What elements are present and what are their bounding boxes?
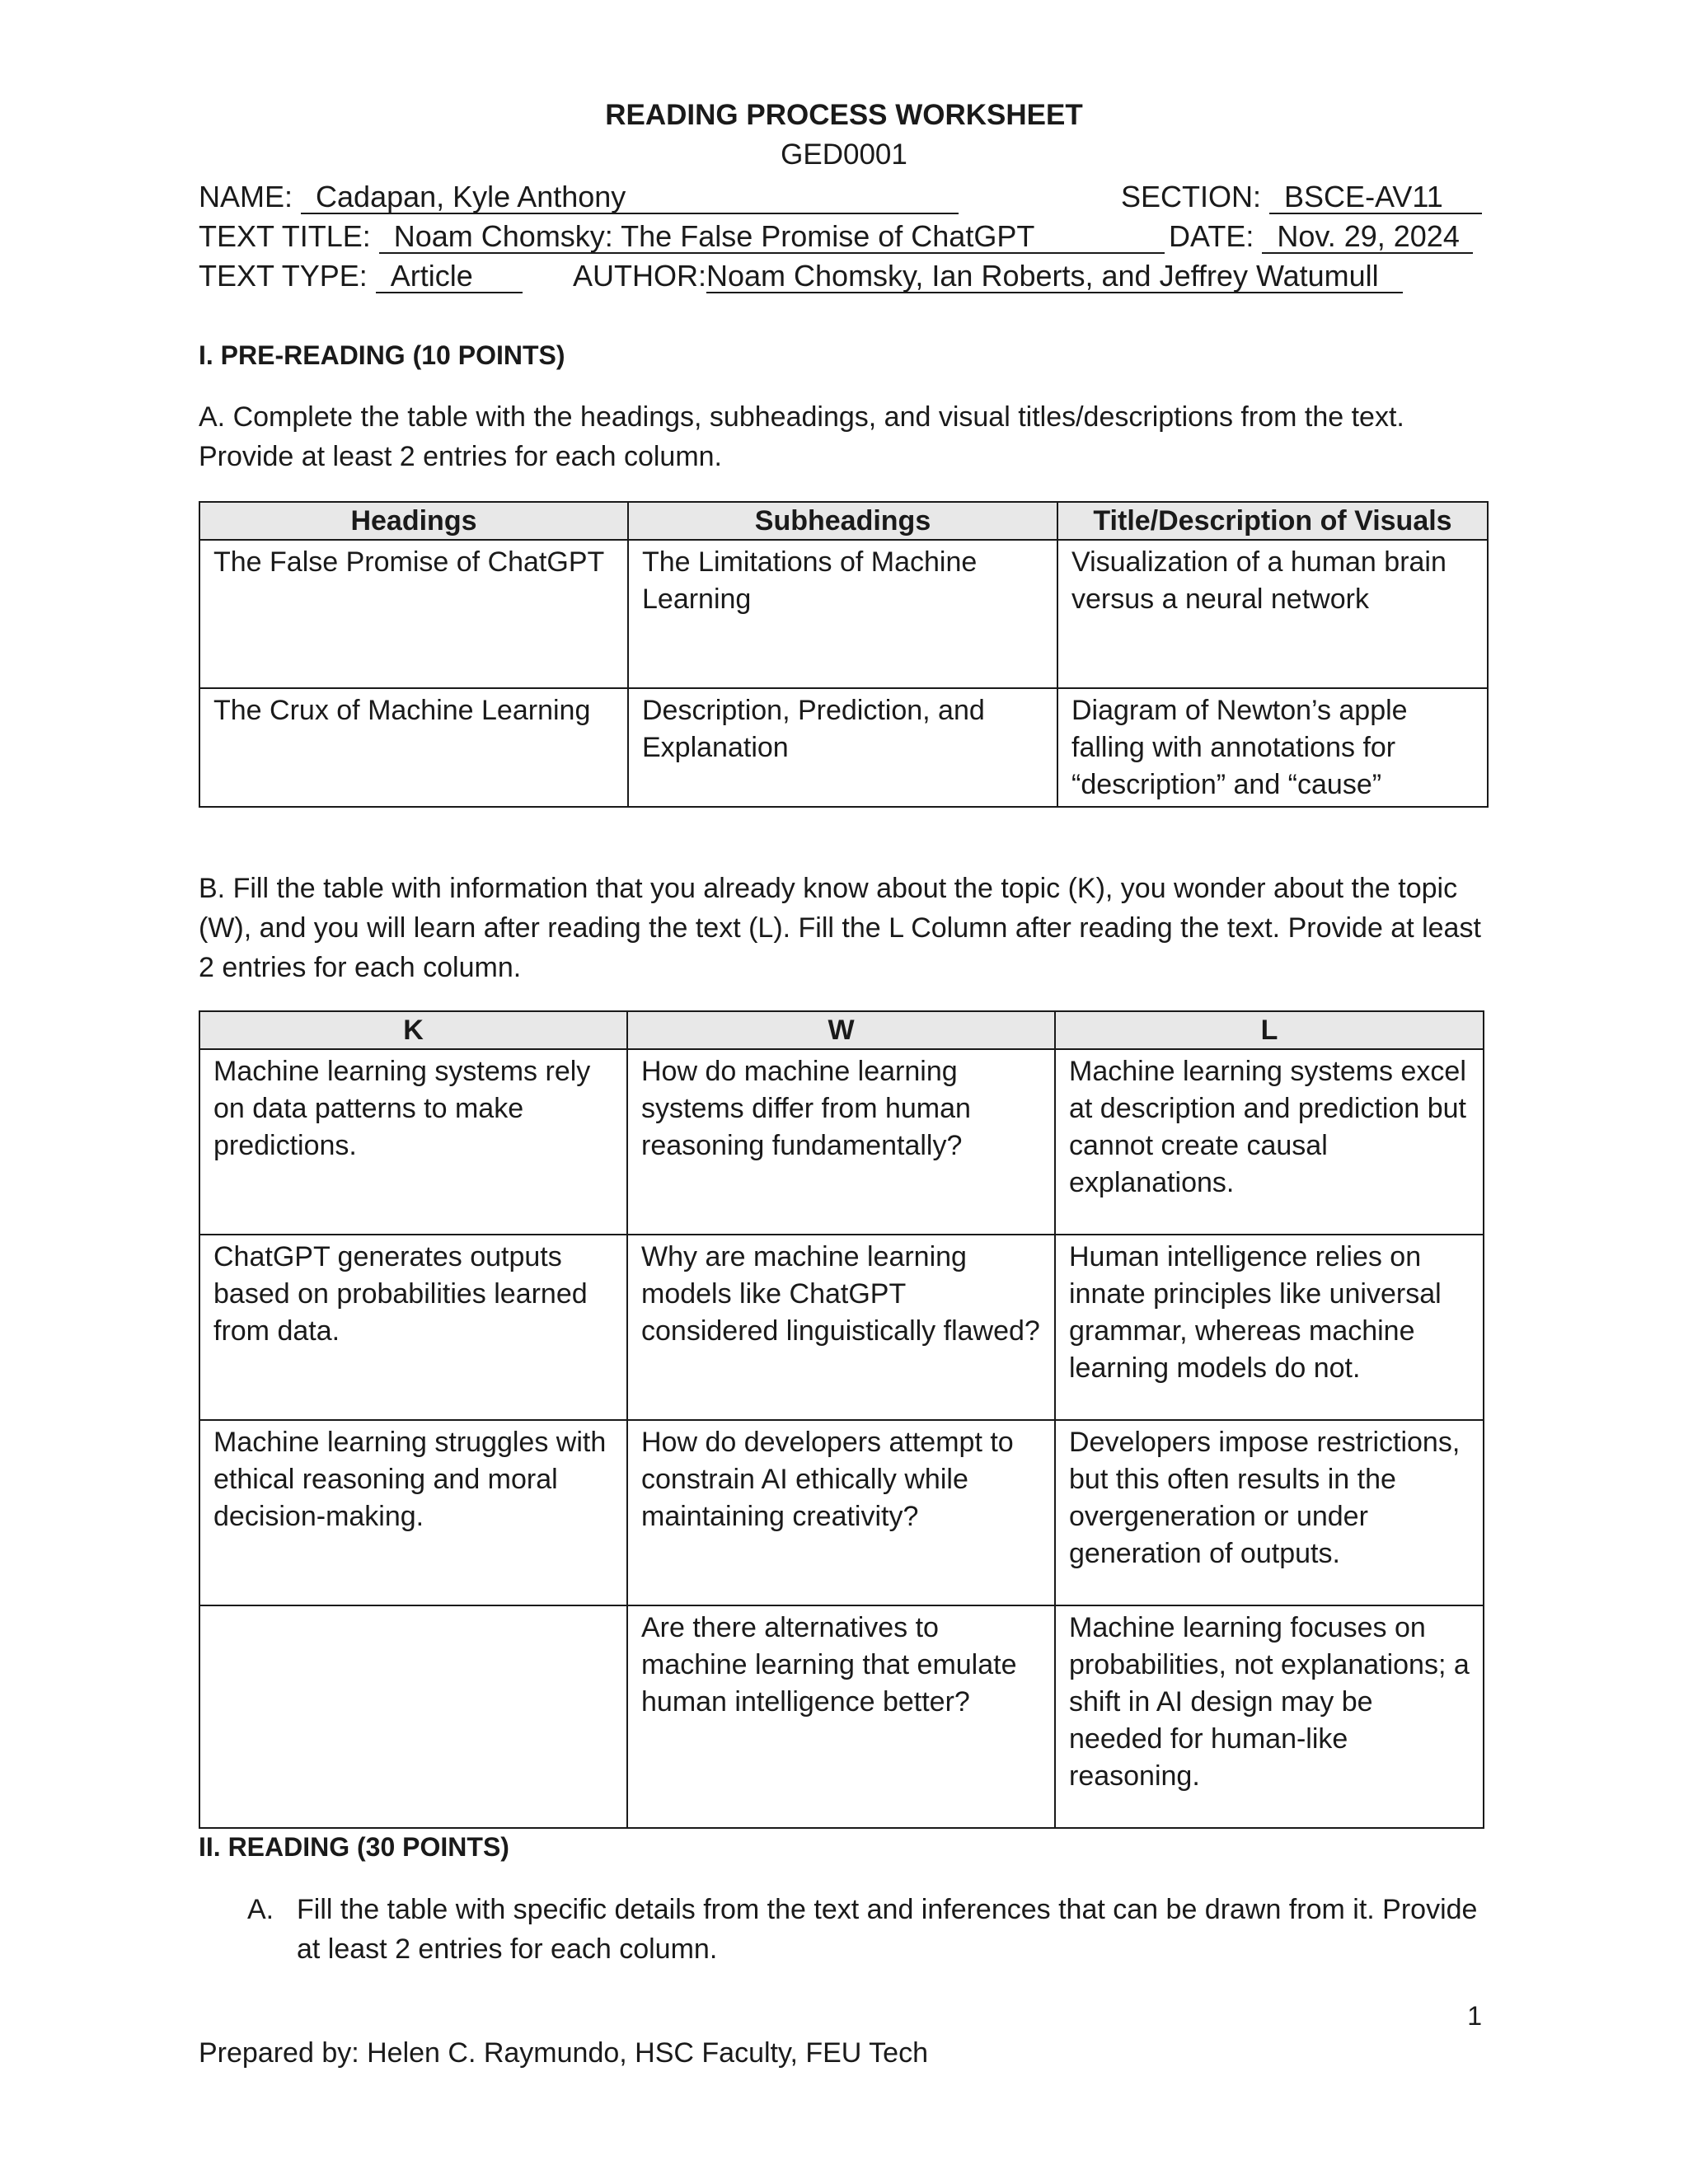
page-number: 1: [1467, 2001, 1482, 2031]
section-field: [1121, 180, 1482, 214]
table-row: [199, 1605, 1484, 1828]
footer-credit: Prepared by: Helen C. Raymundo, HSC Faculty, FEU Tech: [199, 2037, 928, 2069]
author-value: Noam Chomsky, Ian Roberts, and Jeffrey Watumull: [706, 260, 1403, 293]
table-cell: Diagram of Newton’s apple falling with annotations for “description” and “cause”: [1057, 688, 1488, 807]
table-row: [199, 1235, 1484, 1420]
text-title-label: TEXT TITLE:: [199, 219, 371, 253]
column-header: Subheadings: [628, 502, 1057, 540]
table-cell: The False Promise of ChatGPT: [199, 540, 628, 688]
column-header-w: W: [627, 1011, 1055, 1049]
table-cell: Are there alternatives to machine learning that emulate human intelligence better?: [627, 1605, 1055, 1828]
column-header-l: L: [1055, 1011, 1484, 1049]
table-cell: Machine learning focuses on probabilities, not explanations; a shift in AI design may be needed for human-like reasoning.: [1055, 1605, 1484, 1828]
course-code: GED0001: [781, 138, 907, 171]
date-value: Nov. 29, 2024: [1262, 221, 1473, 254]
pre-reading-heading: I. PRE-READING (10 POINTS): [199, 340, 565, 370]
table-cell: How do machine learning systems differ from human reasoning fundamentally?: [627, 1049, 1055, 1235]
section-value: BSCE-AV11: [1269, 181, 1482, 214]
table-row: [199, 540, 1488, 688]
text-type-value: Article: [376, 260, 523, 293]
section-label: SECTION:: [1121, 180, 1262, 213]
item-text: Fill the table with specific details from the text and inferences that can be drawn from it. Provide at least 2 entries for each column.: [297, 1894, 1478, 1965]
headings-table: [199, 501, 1489, 808]
name-value: Cadapan, Kyle Anthony: [301, 181, 959, 214]
text-title-value: Noam Chomsky: The False Promise of ChatGPT: [379, 221, 1165, 254]
table-row: [199, 688, 1488, 807]
part-a-instructions: A. Complete the table with the headings, subheadings, and visual titles/descriptions from the text. Provide at least 2 entries for each column.: [199, 401, 1404, 472]
date-label: DATE:: [1169, 219, 1254, 253]
table-cell: Why are machine learning models like ChatGPT considered linguistically flawed?: [627, 1235, 1055, 1420]
table-cell: Machine learning struggles with ethical reasoning and moral decision-making.: [199, 1420, 627, 1605]
table-cell: How do developers attempt to constrain AI ethically while maintaining creativity?: [627, 1420, 1055, 1605]
table-row: [199, 1049, 1484, 1235]
table-cell: The Crux of Machine Learning: [199, 688, 628, 807]
text-type-field: [199, 259, 523, 293]
table-cell: Visualization of a human brain versus a neural network: [1057, 540, 1488, 688]
table-cell: The Limitations of Machine Learning: [628, 540, 1057, 688]
text-title-field: [199, 219, 1165, 254]
column-header: Title/Description of Visuals: [1057, 502, 1488, 540]
item-marker: A.: [247, 1894, 274, 1925]
kwl-table: [199, 1010, 1484, 1829]
table-cell: Developers impose restrictions, but this often results in the overgeneration or under generation of outputs.: [1055, 1420, 1484, 1605]
worksheet-title: READING PROCESS WORKSHEET: [605, 99, 1083, 131]
reading-heading: II. READING (30 POINTS): [199, 1832, 509, 1862]
author-label: AUTHOR:: [573, 259, 706, 293]
column-header-k: K: [199, 1011, 627, 1049]
table-header-row: [199, 1011, 1484, 1049]
table-cell: Machine learning systems excel at description and prediction but cannot create causal explanations.: [1055, 1049, 1484, 1235]
table-cell: ChatGPT generates outputs based on probabilities learned from data.: [199, 1235, 627, 1420]
name-label: NAME:: [199, 180, 293, 213]
table-header-row: [199, 502, 1488, 540]
column-header: Headings: [199, 502, 628, 540]
table-cell: Machine learning systems rely on data patterns to make predictions.: [199, 1049, 627, 1235]
text-type-label: TEXT TYPE:: [199, 259, 368, 293]
table-cell: Human intelligence relies on innate principles like universal grammar, whereas machine learning models do not.: [1055, 1235, 1484, 1420]
table-cell: [199, 1605, 627, 1828]
reading-item-a: [247, 1890, 1500, 1969]
part-b-instructions: B. Fill the table with information that you already know about the topic (K), you wonder about the topic (W), and you will learn after reading the text (L). Fill the L Column after reading the text. Provide at least 2 entries for each column.: [199, 873, 1481, 983]
name-field: [199, 180, 959, 214]
date-field: [1169, 219, 1473, 254]
author-field: [573, 259, 1403, 293]
table-row: [199, 1420, 1484, 1605]
table-cell: Description, Prediction, and Explanation: [628, 688, 1057, 807]
